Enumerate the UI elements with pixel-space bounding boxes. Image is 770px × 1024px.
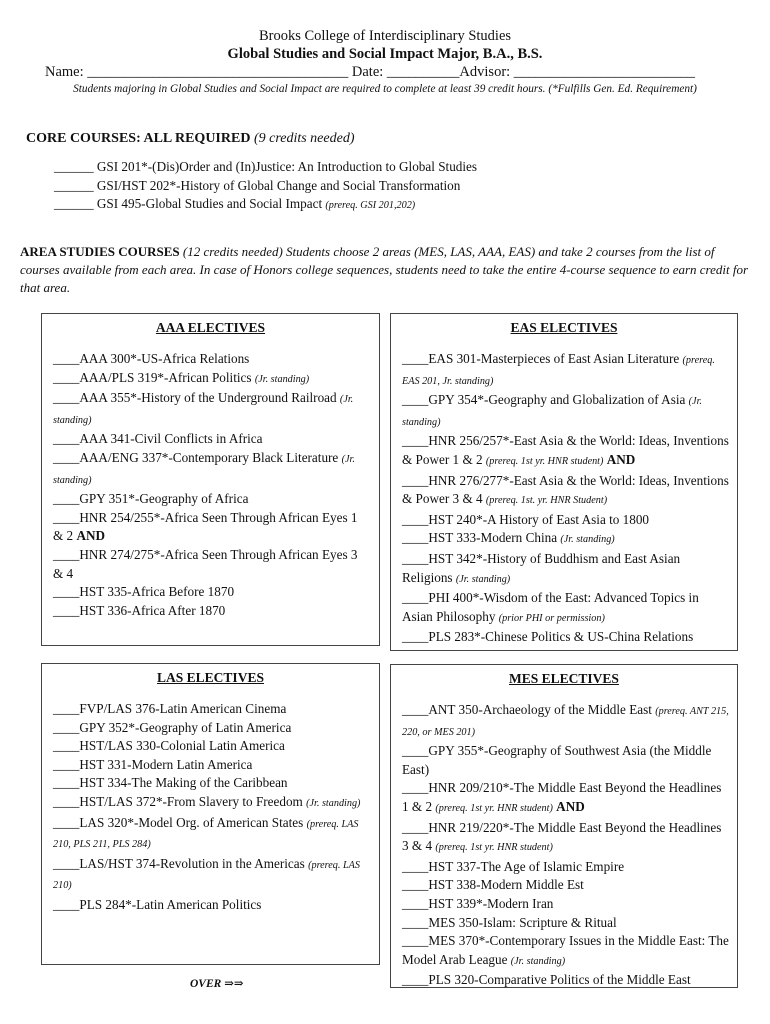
course-prereq-note: (prereq. 1st. yr. HNR Student) [485, 495, 608, 507]
course-item [53, 719, 371, 738]
course-text: ____HNR 274/275*-Africa Seen Through African Eyes 3 & 4 [53, 546, 358, 581]
course-text: ______ GSI/HST 202*-History of Global Change and Social Transformation [54, 177, 461, 193]
course-text: ____MES 350-Islam: Scripture & Ritual [402, 914, 617, 930]
course-prereq-note: (prereq. 1st yr. HNR student) [435, 842, 553, 854]
course-text: ____HNR 276/277*-East Asia & the World: Ideas, Inventions & Power 3 & 4 [402, 472, 729, 507]
eas-electives-title: EAS ELECTIVES [510, 320, 618, 335]
course-prereq-note: (Jr. standing) [53, 394, 354, 426]
course-text: ____HST 240*-A History of East Asia to 1800 [402, 511, 650, 527]
course-text: ____PLS 320-Comparative Politics of the Middle East [402, 972, 691, 988]
course-item [53, 737, 371, 756]
course-item [53, 350, 371, 369]
core-course-list [54, 158, 477, 216]
course-text: ____GPY 354*-Geography and Globalization of Asia [402, 392, 686, 408]
core-courses-credits: (9 credits needed) [253, 131, 355, 146]
course-item [402, 858, 729, 877]
course-text: ____MES 370*-Contemporary Issues in the Middle East: The Model Arab League [402, 933, 729, 967]
area-studies-text: (12 credits needed) Students choose 2 areas (MES, LAS, AAA, EAS) and take 2 courses from the list of courses available from each area. In case of Honors college sequences, students need to take the entire 4-course sequence to earn credit for that area. [20, 244, 749, 295]
course-item [53, 583, 371, 602]
course-item [53, 700, 371, 719]
course-item [54, 158, 477, 177]
course-text: ____LAS 320*-Model Org. of American States [53, 814, 304, 830]
aaa-electives-title: AAA ELECTIVES [155, 320, 266, 335]
course-prereq-note: (Jr. standing) [254, 373, 310, 385]
course-text: ____AAA 300*-US-Africa Relations [53, 351, 250, 366]
area-studies-intro [20, 243, 750, 297]
area-studies-title: AREA STUDIES COURSES [20, 244, 180, 259]
course-item [402, 914, 729, 933]
eas-electives-box [390, 313, 738, 651]
course-text: ____AAA 341-Civil Conflicts in Africa [53, 431, 263, 447]
course-text: ____HST 342*-History of Buddhism and East Asian Religions [402, 550, 681, 585]
major-title: Global Studies and Social Impact Major, B.A., B.S. [227, 46, 543, 62]
course-text: ____PHI 400*-Wisdom of the East: Advanced Topics in Asian Philosophy [402, 590, 699, 624]
las-electives-box [41, 663, 380, 965]
course-text: ____HST 338-Modern Middle Est [402, 877, 584, 893]
course-prereq-note: (prereq. LAS 210, PLS 211, PLS 284) [53, 818, 359, 851]
course-item [402, 589, 729, 628]
course-prereq-note: (Jr. standing) [510, 955, 566, 967]
mes-electives-title: MES ELECTIVES [509, 671, 619, 686]
course-prereq-note: (Jr. standing) [402, 396, 702, 428]
course-item [54, 195, 477, 216]
course-and-connector: AND [76, 528, 106, 544]
aaa-electives-box [41, 313, 380, 646]
course-text: ____AAA 355*-History of the Underground Railroad [53, 390, 337, 406]
course-item [53, 602, 371, 621]
course-item [402, 550, 729, 589]
course-item [54, 177, 477, 196]
course-text: ____HST/LAS 330-Colonial Latin America [53, 738, 285, 754]
course-text: ____HST 331-Modern Latin America [53, 756, 253, 772]
course-text: ____ANT 350-Archaeology of the Middle East [402, 702, 652, 717]
course-text: ____HST 334-The Making of the Caribbean [53, 775, 288, 791]
course-item [402, 432, 729, 471]
course-text: ____AAA/PLS 319*-African Politics [53, 369, 252, 385]
course-item [53, 793, 371, 814]
mes-electives-box [390, 664, 738, 988]
credit-requirement-note: Students majoring in Global Studies and Social Impact are required to complete at least 39 credit hours. (*Fulfills Gen. Ed. Requirement) [73, 83, 697, 95]
course-item [53, 546, 371, 583]
course-text: ____HNR 209/210*-The Middle East Beyond the Headlines 1 & 2 [402, 780, 722, 814]
las-electives-title: LAS ELECTIVES [157, 670, 264, 685]
course-text: ____AAA/ENG 337*-Contemporary Black Literature [53, 449, 339, 465]
course-item [402, 350, 729, 391]
course-text: ____PLS 283*-Chinese Politics & US-China Relations [402, 629, 694, 645]
course-item [53, 814, 371, 855]
course-text: ____GPY 355*-Geography of Southwest Asia (the Middle East) [402, 743, 712, 777]
course-item [402, 511, 729, 530]
course-prereq-note: (Jr. standing) [53, 453, 355, 486]
course-item [53, 509, 371, 546]
course-text: ____HST 337-The Age of Islamic Empire [402, 858, 625, 874]
course-item [53, 449, 371, 490]
course-item [53, 855, 371, 896]
course-item [53, 369, 371, 390]
course-item [53, 430, 371, 449]
eas-course-list [391, 350, 737, 647]
course-prereq-note: (prereq. EAS 201, Jr. standing) [402, 355, 715, 387]
course-item [402, 742, 729, 779]
course-item [402, 472, 729, 511]
course-prereq-note: (prereq. 1st yr. HNR student) [485, 455, 604, 467]
course-item [53, 490, 371, 509]
course-text: ____GPY 351*-Geography of Africa [53, 491, 249, 507]
course-and-connector: AND [556, 798, 585, 814]
course-text: ____HST/LAS 372*-From Slavery to Freedom [53, 793, 303, 809]
course-text: ____HST 336-Africa After 1870 [53, 602, 226, 618]
mes-course-list [391, 701, 737, 990]
course-item [402, 819, 729, 858]
course-prereq-note: (Jr. standing) [560, 534, 615, 546]
course-item [402, 876, 729, 895]
course-item [53, 756, 371, 775]
course-item [53, 896, 371, 915]
course-text: ____PLS 284*-Latin American Politics [53, 896, 262, 912]
course-text: ____GPY 352*-Geography of Latin America [53, 719, 292, 735]
course-text: ____FVP/LAS 376-Latin American Cinema [53, 701, 287, 716]
course-prereq-note: (prereq. 1st yr. HNR student) [435, 802, 553, 814]
core-courses-title: CORE COURSES: ALL REQUIRED [26, 131, 251, 146]
course-text: ______ GSI 201*-(Dis)Order and (In)Justice: An Introduction to Global Studies [54, 159, 478, 174]
course-text: ____HNR 254/255*-Africa Seen Through African Eyes 1 & 2 [53, 509, 358, 544]
course-prereq-note: (prior PHI or permission) [498, 612, 605, 624]
college-name: Brooks College of Interdisciplinary Studies [258, 28, 512, 44]
course-prereq-note: (prereq. GSI 201,202) [325, 200, 416, 212]
course-item [402, 529, 729, 550]
course-text: ______ GSI 495-Global Studies and Social Impact [54, 196, 323, 212]
course-and-connector: AND [606, 451, 636, 467]
course-prereq-note: (prereq. ANT 215, 220, or MES 201) [402, 706, 729, 738]
course-text: ____HNR 256/257*-East Asia & the World: Ideas, Inventions & Power 1 & 2 [402, 433, 729, 467]
course-text: ____HST 339*-Modern Iran [402, 895, 554, 911]
course-item [402, 895, 729, 914]
las-course-list [42, 700, 379, 915]
aaa-course-list [42, 350, 379, 620]
course-prereq-note: (Jr. standing) [306, 797, 361, 809]
course-item [402, 779, 729, 818]
course-item [402, 701, 729, 742]
course-text: ____EAS 301-Masterpieces of East Asian Literature [402, 351, 680, 366]
name-date-advisor-line: Name: ____________________________________ Date: __________Advisor: _________________________ [45, 64, 696, 80]
course-item [53, 774, 371, 793]
course-text: ____LAS/HST 374-Revolution in the Americas [53, 855, 305, 871]
course-prereq-note: (prereq. LAS 210) [53, 859, 360, 892]
course-prereq-note: (Jr. standing) [455, 573, 511, 585]
course-text: ____HNR 219/220*-The Middle East Beyond the Headlines 3 & 4 [402, 819, 722, 854]
course-text: ____HST 333-Modern China [402, 530, 558, 546]
course-item [402, 932, 729, 971]
course-item [53, 389, 371, 430]
core-courses-heading [26, 131, 355, 147]
over-page-indicator: OVER ⇒⇒ [190, 978, 244, 990]
course-item [402, 971, 729, 990]
course-item [402, 391, 729, 432]
course-text: ____HST 335-Africa Before 1870 [53, 584, 235, 600]
course-item [402, 628, 729, 647]
